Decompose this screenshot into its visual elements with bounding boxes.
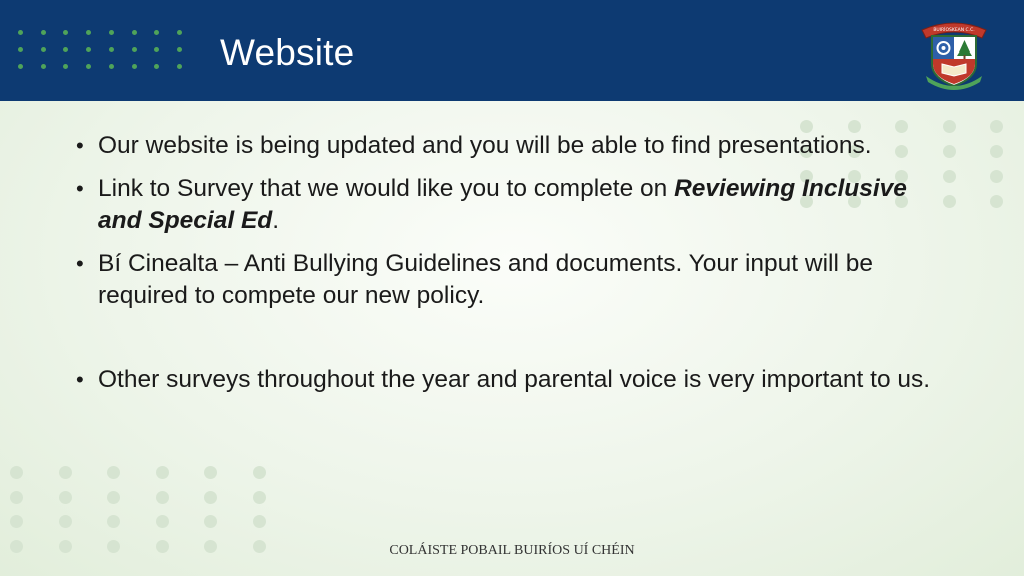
decor-dot xyxy=(107,515,120,528)
title-bar xyxy=(0,0,1024,101)
decor-dot xyxy=(86,64,91,69)
decor-dot xyxy=(204,515,217,528)
decor-dot xyxy=(132,47,137,52)
decor-dot xyxy=(109,30,114,35)
decor-dot xyxy=(59,515,72,528)
decor-dot xyxy=(990,195,1003,208)
decor-dot xyxy=(10,466,23,479)
survey-link-emphasis[interactable]: Reviewing Inclusive and Special Ed xyxy=(98,175,907,234)
decor-dot xyxy=(109,64,114,69)
decor-dot xyxy=(107,466,120,479)
decor-dot xyxy=(132,30,137,35)
decor-dot xyxy=(63,64,68,69)
decor-dot xyxy=(177,64,182,69)
decor-dot xyxy=(132,64,137,69)
decor-dot xyxy=(63,47,68,52)
decor-dot xyxy=(154,64,159,69)
bullet-survey-link xyxy=(74,173,954,237)
header-dot-pattern xyxy=(18,30,188,78)
decor-dot xyxy=(204,491,217,504)
decor-dot xyxy=(990,170,1003,183)
decor-dot xyxy=(990,145,1003,158)
decor-dot xyxy=(18,30,23,35)
bullet-other-surveys xyxy=(74,364,954,396)
decor-dot xyxy=(253,515,266,528)
bullet-text: Bí Cinealta – Anti Bullying Guidelines and documents. Your input will be required to compete our new policy. xyxy=(98,250,873,309)
decor-dot xyxy=(18,64,23,69)
decor-dot xyxy=(990,120,1003,133)
crest-text: BUIRÍOSKEAN C.C. xyxy=(933,28,975,33)
decor-dot xyxy=(63,30,68,35)
bullet-text: Link to Survey that we would like you to complete on xyxy=(98,175,675,202)
decor-dot xyxy=(156,515,169,528)
decor-dot xyxy=(86,47,91,52)
decor-dot xyxy=(109,47,114,52)
decor-dot xyxy=(154,30,159,35)
decor-dot xyxy=(10,515,23,528)
bullet-text-end: . xyxy=(272,207,280,234)
decor-dot xyxy=(177,30,182,35)
school-crest-icon xyxy=(918,16,990,92)
decor-dot xyxy=(204,466,217,479)
school-name-footer: COLÁISTE POBAIL BUIRÍOS UÍ CHÉIN xyxy=(389,543,635,558)
decor-dot xyxy=(253,466,266,479)
bullet-anti-bullying xyxy=(74,248,954,312)
decor-dot xyxy=(41,47,46,52)
bullet-text: Our website is being updated and you will be able to find presentations. xyxy=(98,132,872,159)
decor-dot xyxy=(10,491,23,504)
slide-title: Website xyxy=(220,32,355,73)
bullet-list xyxy=(74,130,954,407)
decor-dot xyxy=(177,47,182,52)
decor-dot xyxy=(59,466,72,479)
decor-dot xyxy=(59,491,72,504)
bullet-text: Other surveys throughout the year and parental voice is very important to us. xyxy=(98,366,931,393)
decor-dot xyxy=(253,491,266,504)
decor-dot xyxy=(107,491,120,504)
decor-dot xyxy=(156,491,169,504)
bullet-website-update xyxy=(74,130,954,162)
decor-dot xyxy=(18,47,23,52)
decor-dot xyxy=(154,47,159,52)
decor-dot xyxy=(41,30,46,35)
decor-dot xyxy=(156,466,169,479)
decor-dot xyxy=(41,64,46,69)
decor-dot xyxy=(86,30,91,35)
